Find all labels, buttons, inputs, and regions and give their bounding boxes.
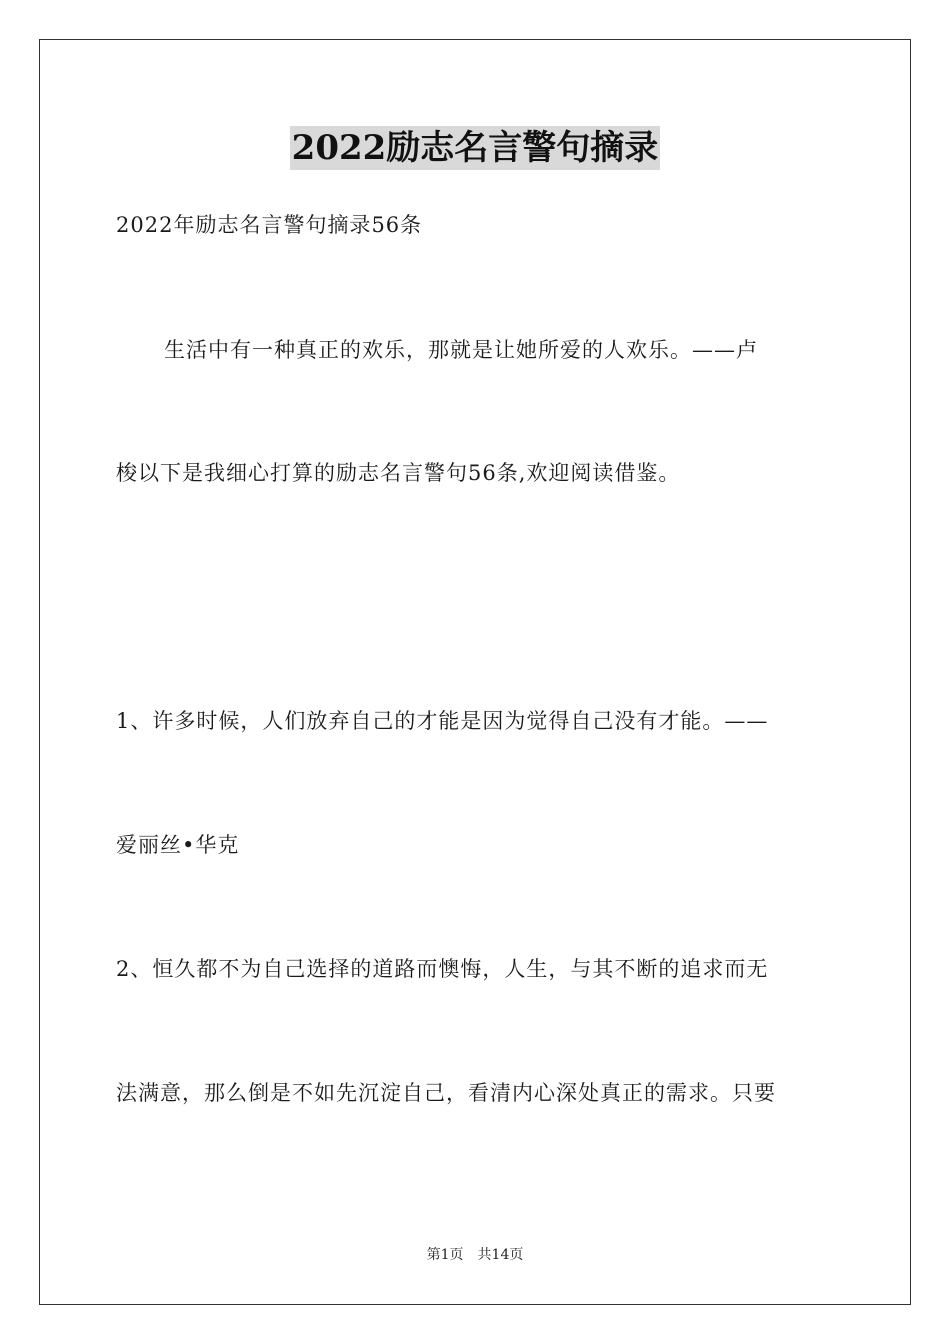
document-title: 2022励志名言警句摘录 [291, 128, 659, 168]
paragraph-line: 法满意，那么倒是不如先沉淀自己，看清内心深处真正的需求。只要 [116, 1081, 776, 1105]
paragraph-line: 爱丽丝•华克 [116, 833, 240, 857]
title-container [0, 126, 950, 170]
page-number: 第1页 [426, 1247, 464, 1263]
paragraph-line: 梭以下是我细心打算的励志名言警句56条,欢迎阅读借鉴。 [116, 461, 681, 485]
page-total: 共14页 [477, 1247, 524, 1263]
page-footer [0, 1245, 950, 1265]
subtitle-line: 2022年励志名言警句摘录56条 [116, 213, 423, 237]
paragraph-line: 2、恒久都不为自己选择的道路而懊悔，人生，与其不断的追求而无 [116, 957, 769, 981]
paragraph-line: 生活中有一种真正的欢乐，那就是让她所爱的人欢乐。——卢 [164, 338, 758, 362]
paragraph-line: 1、许多时候，人们放弃自己的才能是因为觉得自己没有才能。—— [116, 709, 769, 733]
